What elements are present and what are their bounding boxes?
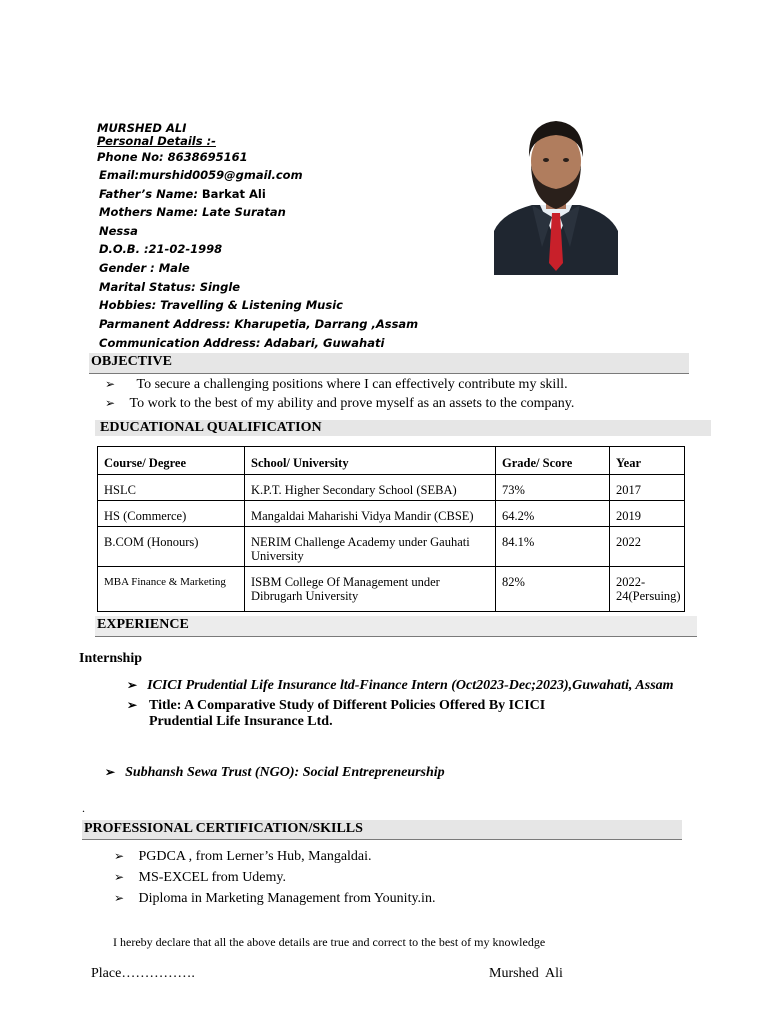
bullet-arrow-icon: ➢ — [105, 377, 116, 391]
internship-title-line-2: Prudential Life Insurance Ltd. — [149, 714, 333, 729]
skill-item-text: Diploma in Marketing Management from Younity.in. — [138, 891, 436, 906]
experience-heading: EXPERIENCE — [97, 617, 189, 632]
bullet-arrow-icon: ➢ — [114, 870, 125, 884]
table-cell: ISBM College Of Management under Dibrugarh University — [245, 567, 496, 612]
declaration-text: I hereby declare that all the above details are true and correct to the best of my knowledge — [113, 935, 546, 949]
column-header: Course/ Degree — [98, 447, 245, 475]
candidate-name: MURSHED ALI — [97, 121, 187, 135]
profile-photo-icon — [492, 113, 620, 275]
table-cell: Mangaldai Maharishi Vidya Mandir (CBSE) — [245, 501, 496, 527]
mother-line-2: Nessa — [99, 224, 138, 238]
email-line: Email:murshid0059@gmail.com — [99, 168, 303, 182]
objective-item-text: To secure a challenging positions where I can effectively contribute my skill. — [136, 377, 568, 392]
permanent-address-line: Parmanent Address: Kharupetia, Darrang ,Assam — [99, 317, 419, 331]
table-cell: HSLC — [98, 475, 245, 501]
dob-line: D.O.B. :21-02-1998 — [99, 242, 223, 256]
experience-heading-bar — [95, 616, 697, 637]
bullet-arrow-icon: ➢ — [127, 698, 138, 712]
profile-photo — [492, 113, 620, 275]
father-value: Barkat Ali — [201, 187, 266, 201]
internship-text: ICICI Prudential Life Insurance ltd-Finance Intern (Oct2023-Dec;2023),Guwahati, Assam — [147, 678, 674, 693]
gender-line: Gender : Male — [99, 261, 190, 275]
skills-heading-bar — [82, 820, 682, 840]
table-cell: NERIM Challenge Academy under Gauhati University — [245, 527, 496, 567]
father-label: Father’s Name: — [99, 187, 202, 201]
table-cell: K.P.T. Higher Secondary School (SEBA) — [245, 475, 496, 501]
mother-line-1: Mothers Name: Late Suratan — [99, 205, 286, 219]
skill-item — [114, 870, 286, 886]
education-heading-bar — [95, 420, 711, 436]
father-line — [99, 187, 266, 201]
skill-item-text: PGDCA , from Lerner’s Hub, Mangaldai. — [138, 849, 372, 864]
objective-item — [105, 396, 574, 412]
table-header-row — [98, 447, 685, 475]
objective-item-text: To work to the best of my ability and prove myself as an assets to the company. — [129, 396, 575, 411]
objective-item — [105, 377, 568, 393]
column-header: Grade/ Score — [496, 447, 610, 475]
table-cell: 2017 — [610, 475, 685, 501]
table-cell: 64.2% — [496, 501, 610, 527]
internship-item — [105, 763, 445, 781]
stray-dot: . — [82, 801, 85, 815]
table-cell: 2019 — [610, 501, 685, 527]
objective-heading-bar — [89, 353, 689, 374]
column-header: Year — [610, 447, 685, 475]
table-cell: 2022-24(Persuing) — [610, 567, 685, 612]
phone-line: Phone No: 8638695161 — [97, 150, 248, 164]
table-row — [98, 501, 685, 527]
table-cell: 73% — [496, 475, 610, 501]
table-cell: MBA Finance & Marketing — [98, 567, 245, 612]
hobbies-line: Hobbies: Travelling & Listening Music — [99, 298, 343, 312]
marital-line: Marital Status: Single — [99, 280, 241, 294]
table-row — [98, 567, 685, 612]
table-cell: 82% — [496, 567, 610, 612]
education-table — [97, 446, 685, 612]
bullet-arrow-icon: ➢ — [127, 678, 138, 692]
internship-subheading: Internship — [79, 651, 143, 666]
column-header: School/ University — [245, 447, 496, 475]
bullet-arrow-icon: ➢ — [105, 396, 116, 410]
personal-details-heading: Personal Details :- — [97, 134, 216, 148]
skill-item-text: MS-EXCEL from Udemy. — [138, 870, 286, 885]
internship-title-item — [127, 698, 545, 730]
objective-heading: OBJECTIVE — [91, 354, 172, 369]
education-heading: EDUCATIONAL QUALIFICATION — [100, 420, 322, 435]
signature-name: Murshed Ali — [489, 966, 563, 981]
communication-address-line: Communication Address: Adabari, Guwahati — [99, 336, 385, 350]
internship-text: Subhansh Sewa Trust (NGO): Social Entrepreneurship — [125, 765, 445, 780]
skill-item — [114, 849, 372, 865]
bullet-arrow-icon: ➢ — [114, 849, 125, 863]
internship-title-line-1: Title: A Comparative Study of Different Policies Offered By ICICI — [149, 698, 546, 713]
internship-item — [127, 676, 674, 694]
table-cell: 2022 — [610, 527, 685, 567]
bullet-arrow-icon: ➢ — [105, 765, 116, 779]
table-cell: 84.1% — [496, 527, 610, 567]
place-field: Place……………. — [91, 966, 195, 981]
table-row — [98, 527, 685, 567]
bullet-arrow-icon: ➢ — [114, 891, 125, 905]
table-cell: B.COM (Honours) — [98, 527, 245, 567]
table-row — [98, 475, 685, 501]
table-cell: HS (Commerce) — [98, 501, 245, 527]
skill-item — [114, 891, 435, 907]
skills-heading: PROFESSIONAL CERTIFICATION/SKILLS — [84, 821, 363, 836]
